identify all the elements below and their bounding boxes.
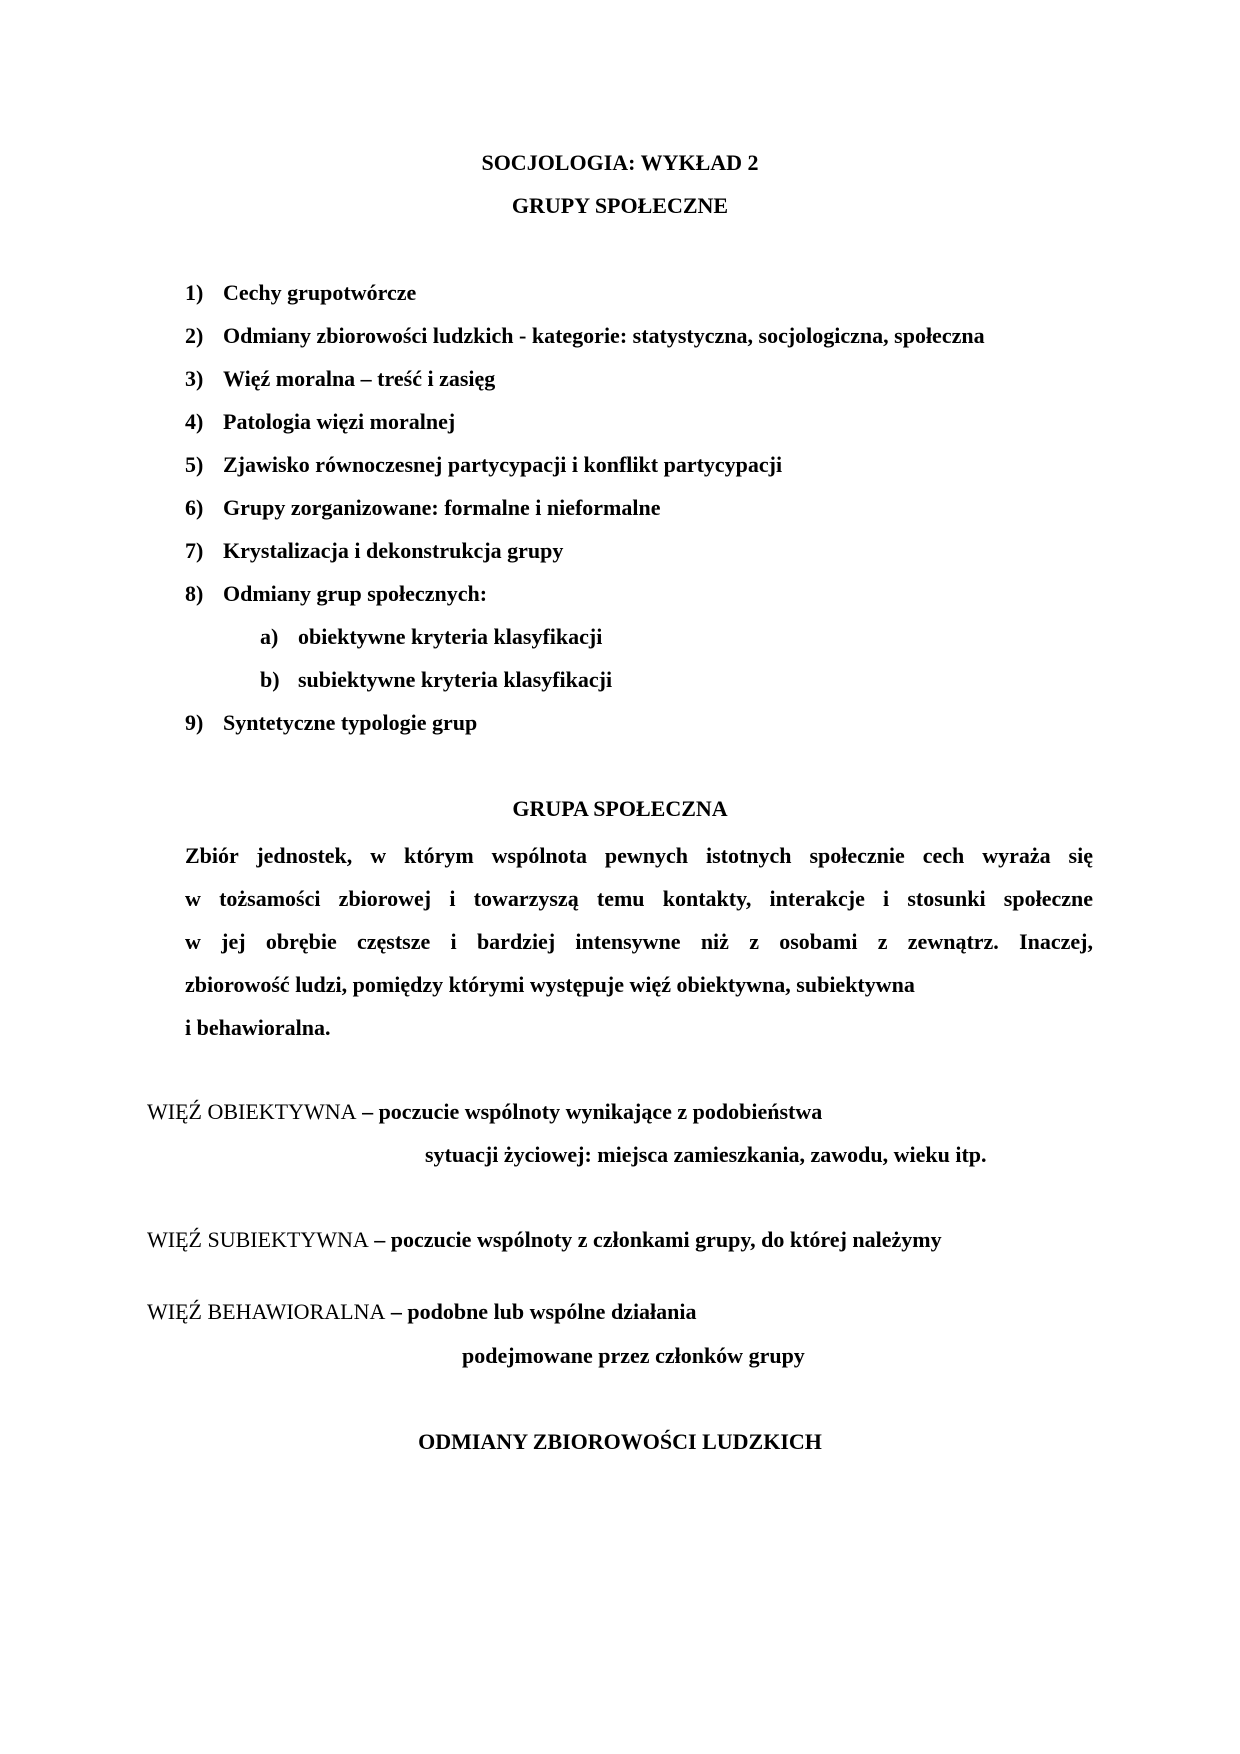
definition-line: w jej obrębie częstsze i bardziej intensywne niż z osobami z zewnątrz. Inaczej, — [185, 929, 1093, 954]
outline-item — [185, 366, 495, 392]
outline-text: Więź moralna – treść i zasięg — [223, 366, 496, 391]
outline-item — [185, 280, 416, 306]
bond-description: – poczucie wspólnoty wynikające z podobieństwa — [362, 1099, 823, 1124]
bond-subjective — [147, 1227, 942, 1253]
outline-subitem — [260, 667, 612, 693]
outline-item — [185, 710, 477, 736]
bond-term: WIĘŹ OBIEKTYWNA — [147, 1099, 357, 1124]
outline-text: Odmiany grup społecznych: — [223, 581, 488, 606]
document-title: SOCJOLOGIA: WYKŁAD 2 — [481, 150, 759, 175]
outline-number: 5) — [185, 452, 204, 477]
outline-text: Grupy zorganizowane: formalne i nieformalne — [223, 495, 661, 520]
group-definition — [185, 834, 1093, 1049]
bond-objective — [147, 1099, 822, 1125]
outline-text: subiektywne kryteria klasyfikacji — [298, 667, 613, 692]
outline-text: Cechy grupotwórcze — [223, 280, 417, 305]
bond-behavioral-continuation: podejmowane przez członków grupy — [462, 1343, 805, 1368]
bond-objective-continuation: sytuacji życiowej: miejsca zamieszkania, zawodu, wieku itp. — [425, 1142, 987, 1167]
outline-number: 6) — [185, 495, 204, 520]
outline-letter: a) — [260, 624, 279, 649]
outline-number: 4) — [185, 409, 204, 434]
outline-number: 7) — [185, 538, 204, 563]
outline-item — [185, 495, 661, 521]
bond-description: – poczucie wspólnoty z członkami grupy, do której należymy — [374, 1227, 942, 1252]
outline-text: Krystalizacja i dekonstrukcja grupy — [223, 538, 564, 563]
outline-text: Odmiany zbiorowości ludzkich - kategorie: statystyczna, socjologiczna, społeczna — [223, 323, 985, 348]
outline-number: 1) — [185, 280, 204, 305]
outline-text: obiektywne kryteria klasyfikacji — [298, 624, 603, 649]
bond-term: WIĘŹ BEHAWIORALNA — [147, 1299, 386, 1324]
outline-text: Zjawisko równoczesnej partycypacji i konflikt partycypacji — [223, 452, 783, 477]
outline-number: 2) — [185, 323, 204, 348]
definition-line: i behawioralna. — [185, 1015, 331, 1040]
outline-item — [185, 323, 985, 349]
outline-item — [185, 538, 563, 564]
outline-subitem — [260, 624, 602, 650]
outline-text: Patologia więzi moralnej — [223, 409, 456, 434]
section-heading-next: ODMIANY ZBIOROWOŚCI LUDZKICH — [418, 1429, 822, 1454]
outline-number: 3) — [185, 366, 204, 391]
section-heading-group: GRUPA SPOŁECZNA — [512, 796, 728, 821]
outline-letter: b) — [260, 667, 280, 692]
outline-number: 9) — [185, 710, 204, 735]
outline-item — [185, 581, 487, 607]
outline-item — [185, 452, 782, 478]
definition-line: w tożsamości zbiorowej i towarzyszą temu kontakty, interakcje i stosunki społeczne — [185, 886, 1093, 911]
bond-behavioral — [147, 1299, 697, 1325]
bond-description: – podobne lub wspólne działania — [390, 1299, 697, 1324]
definition-line: Zbiór jednostek, w którym wspólnota pewnych istotnych społecznie cech wyraża się — [185, 843, 1093, 868]
outline-item — [185, 409, 455, 435]
document-subtitle: GRUPY SPOŁECZNE — [511, 193, 729, 218]
bond-term: WIĘŹ SUBIEKTYWNA — [147, 1227, 369, 1252]
outline-number: 8) — [185, 581, 204, 606]
outline-text: Syntetyczne typologie grup — [223, 710, 478, 735]
definition-line: zbiorowość ludzi, pomiędzy którymi występuje więź obiektywna, subiektywna — [185, 972, 915, 997]
